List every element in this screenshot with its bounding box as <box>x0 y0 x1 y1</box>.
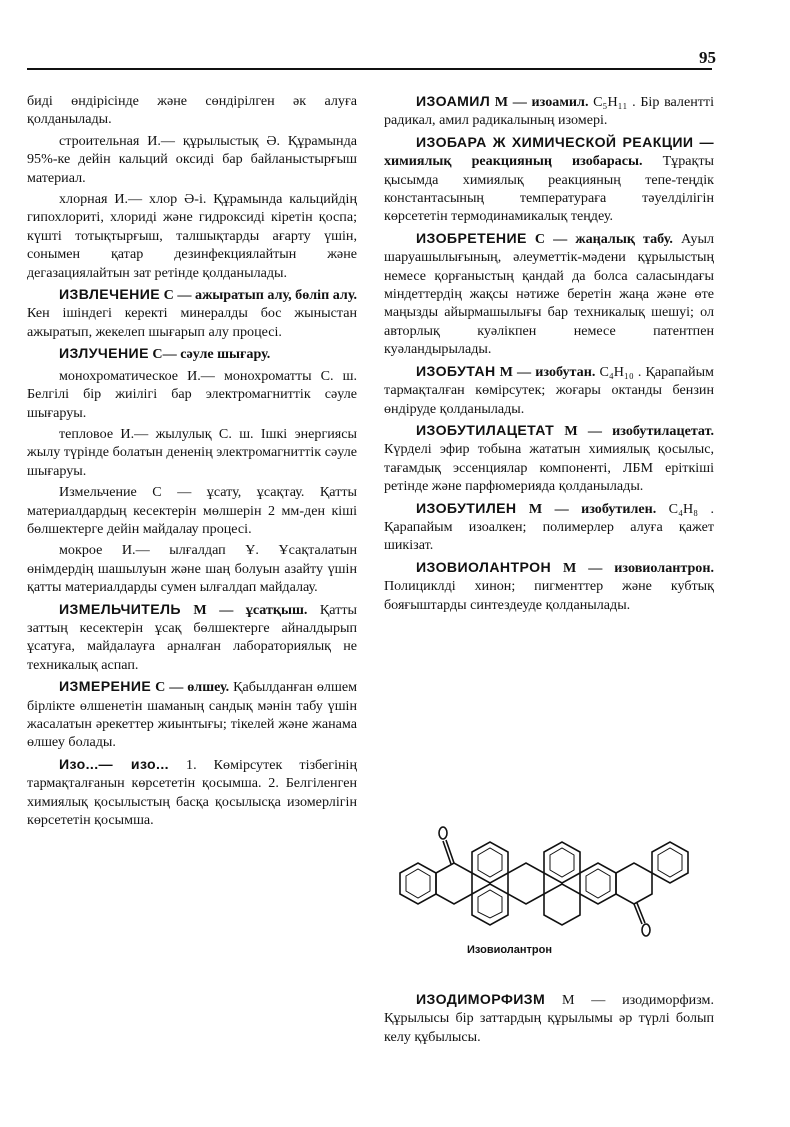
entry-izmelchitel <box>27 600 357 675</box>
entry-gender: С — <box>155 679 184 696</box>
right-column <box>384 92 714 614</box>
entry-headword: ИЗОВИОЛАНТРОН <box>416 558 552 575</box>
entry-headword: ИЗМЕРЕНИЕ <box>59 678 152 695</box>
entry-teplovoe <box>27 425 357 480</box>
entry-definition: изобутилацетат. <box>612 422 714 439</box>
entry-headword: ИЗОАМИЛ <box>416 93 491 109</box>
entry-text: Қарапайым изоалкен; полимерлер алуға қажет шикізат. <box>384 518 714 554</box>
entry-definition: изодиморфизм. <box>622 992 714 1008</box>
entry-gender: М — <box>561 992 606 1008</box>
entry-headword: ИЗОБУТИЛЕН <box>416 499 517 516</box>
entry-definition: ажыратып алу, бөліп алу. <box>195 287 357 304</box>
entry-gender: М — <box>494 94 527 110</box>
page-number: 95 <box>699 48 716 67</box>
entry-text: Кен ішіндегі керекті минералды бос жыныстан ажыратып, жекелеп шығарып алу процесі. <box>27 305 357 340</box>
entry-definition: изовиолантрон. <box>614 559 714 576</box>
entry-khlornaya <box>27 190 357 282</box>
entry-izmerenie <box>27 677 357 752</box>
entry-definition: химиялық реакцияның изобарасы. <box>384 153 643 170</box>
entry-izluchenie <box>27 344 357 363</box>
entry-term: тепловое И.— <box>59 425 149 442</box>
entry-headword: ИЗЛУЧЕНИЕ <box>59 345 149 362</box>
left-column <box>27 92 357 829</box>
entry-izo <box>27 755 357 830</box>
entry-monokhromaticheskoe <box>27 367 357 422</box>
entry-izobutilen <box>384 499 714 555</box>
entry-headword: ИЗОБАРА Ж ХИМИЧЕСКОЙ РЕАКЦИИ — <box>416 133 714 150</box>
header-rule <box>27 68 712 70</box>
entry-text: Ауыл шаруашылығының, әлеуметтік-мәдени құрылыстың немесе қорғаныстың қандай да болса саласындағы міндеттердің жақсы нәтиже беретін жаңа және өте маңызды айырмашылығы бар техникалық шешуі; ол авторлық куәлікпен немесе патентпен куәландырылады. <box>384 230 714 358</box>
entry-definition: изобутан. <box>535 363 596 380</box>
figure-caption: Изовиолантрон <box>467 944 553 956</box>
entry-gender: М — <box>193 601 234 618</box>
entry-text: құрылыстық Ә. Құрамында 95%-ке дейін кальций оксиді бар байланыстырғыш материал. <box>27 132 357 186</box>
entry-definition: изоамил. <box>531 94 589 110</box>
entry-text: ылғалдап Ұ. Ұсақталатын өнімдердің шашылуын және шаң болуын азайту үшін қатты материалдарды сумен ылғалдап майдалау. <box>27 542 357 596</box>
entry-definition: өлшеу. <box>187 679 230 696</box>
entry-text: биді өндірісінде және сөндірілген әк алуға қолданылады. <box>27 93 357 128</box>
entry-text: хлор Ә-і. Құрамында кальцийдің гипохлориті, хлориді және гидроксиді кіретін қоспа; күшті тотықтырғыш, талшықтарды ағарту үшін, сонымен қатар дезинфекциялайтын және дегазациялайтын зат ретінде қолданылады. <box>27 191 357 281</box>
right-column-continued <box>384 990 714 1046</box>
molecule-diagram <box>390 800 710 950</box>
chemical-formula: C₅H₁₁ . <box>593 94 636 110</box>
entry-text: монохроматты С. ш. Белгілі бір жиілігі бар электромагниттік сәуле шығаруы. <box>27 367 357 421</box>
entry-gender: М — <box>563 559 603 576</box>
entry-text: ұсату, ұсақтау. Қатты материалдардың кесектерін мөлшерін 2 мм-ден кіші бөлшектерге дейін майдалау процесі. <box>27 484 357 537</box>
entry-text: 1. Көмірсутек тізбегінің тармақталғанын көрсететін қосымша. 2. Белгіленген химиялық қосылыстың басқа қосылысқа изомерлігін көрсететін қосымша. <box>27 756 357 829</box>
entry-text: Полициклді хинон; пигменттер және кубтық бояғыштарды синтездеуде қолданылады. <box>384 578 714 613</box>
entry-izobara <box>384 133 714 226</box>
entry-gender: С — <box>163 287 192 304</box>
entry-gender: С— <box>152 346 177 363</box>
entry-izobutan <box>384 362 714 418</box>
entry-text: Қабылданған өлшем бірлікте өлшенетін шаманың сандық мәнін табу үшін жасалатын әрекеттер жиынтығы; тікелей және жанама өлшеу болады. <box>27 679 357 751</box>
entry-izoviolantron <box>384 558 714 614</box>
entry-text: Күрделі эфир тобына жататын химиялық қосылыс, тағамдық эссенциялар компоненті, ЛБМ еріткіші ретінде және парфюмерияда қолданылады. <box>384 441 714 495</box>
entry-izmelchenie <box>27 483 357 538</box>
entry-headword: ИЗОБУТАН <box>416 362 496 379</box>
entry-text: Қарапайым тармақталған көмірсутек; жоғары октанды бензин өндіруде қолданылады. <box>384 363 714 417</box>
entry-headword: ИЗОДИМОРФИЗМ <box>416 991 546 1007</box>
entry-term: хлорная И.— <box>59 191 143 208</box>
entry-term: Измельчение <box>59 484 137 501</box>
entry-izobretenie <box>384 229 714 359</box>
chemical-formula: C₄H₈ . <box>668 500 714 517</box>
entry-izobutilacetat <box>384 421 714 496</box>
entry-text: Тұрақты қысымда химиялық реакцияның тепе-теңдік константасының температураға тәуелділігін көрсететін термодинамикалық теңдеу. <box>384 153 714 225</box>
entry-headword: ИЗОБУТИЛАЦЕТАТ <box>416 421 555 438</box>
entry-gender: М — <box>528 500 569 517</box>
entry-gender: М — <box>499 363 532 380</box>
entry-headword: ИЗОБРЕТЕНИЕ <box>416 229 527 246</box>
entry-izvlechenie <box>27 285 357 341</box>
entry-definition: жаңалық табу. <box>575 230 673 247</box>
entry-text: Бір валентті радикал, амил радикалының изомері. <box>384 94 714 129</box>
entry-gender: С — <box>152 484 192 501</box>
entry-definition: изобутилен. <box>581 500 657 517</box>
entry-stroitelnaya <box>27 132 357 187</box>
entry-continuation <box>27 92 357 129</box>
entry-mokroe <box>27 541 357 596</box>
entry-headword: ИЗВЛЕЧЕНИЕ <box>59 286 161 303</box>
entry-gender: М — <box>564 422 602 439</box>
entry-text: жылулық С. ш. Ішкі энергиясы жылу түрінде болатын дененің электромагниттік сәуле шығаруы. <box>27 425 357 479</box>
entry-gender: С — <box>534 230 568 247</box>
entry-izoamil <box>384 92 714 130</box>
entry-term: строительная И.— <box>59 132 176 149</box>
entry-term: монохроматическое И.— <box>59 367 215 384</box>
chemical-formula: C₄H₁₀ . <box>599 363 642 380</box>
entry-headword: Изо...— изо... <box>59 755 169 772</box>
entry-term: мокрое И.— <box>59 542 150 559</box>
entry-headword: ИЗМЕЛЬЧИТЕЛЬ <box>59 600 181 617</box>
isoviolanthrone-structure-figure <box>390 800 710 950</box>
entry-izodimorfizm <box>384 990 714 1046</box>
entry-definition: ұсатқыш. <box>245 601 308 618</box>
entry-definition: сәуле шығару. <box>180 346 271 363</box>
entry-text: Құрылысы бір заттардың құрылымы әр түрлі болып келу құбылысы. <box>384 1010 714 1045</box>
entry-text: Қатты заттың кесектерін ұсақ бөлшектерге айналдырып ұсатуға, майдалауға арналған лабораториялық не техникалық аспап. <box>27 601 357 673</box>
